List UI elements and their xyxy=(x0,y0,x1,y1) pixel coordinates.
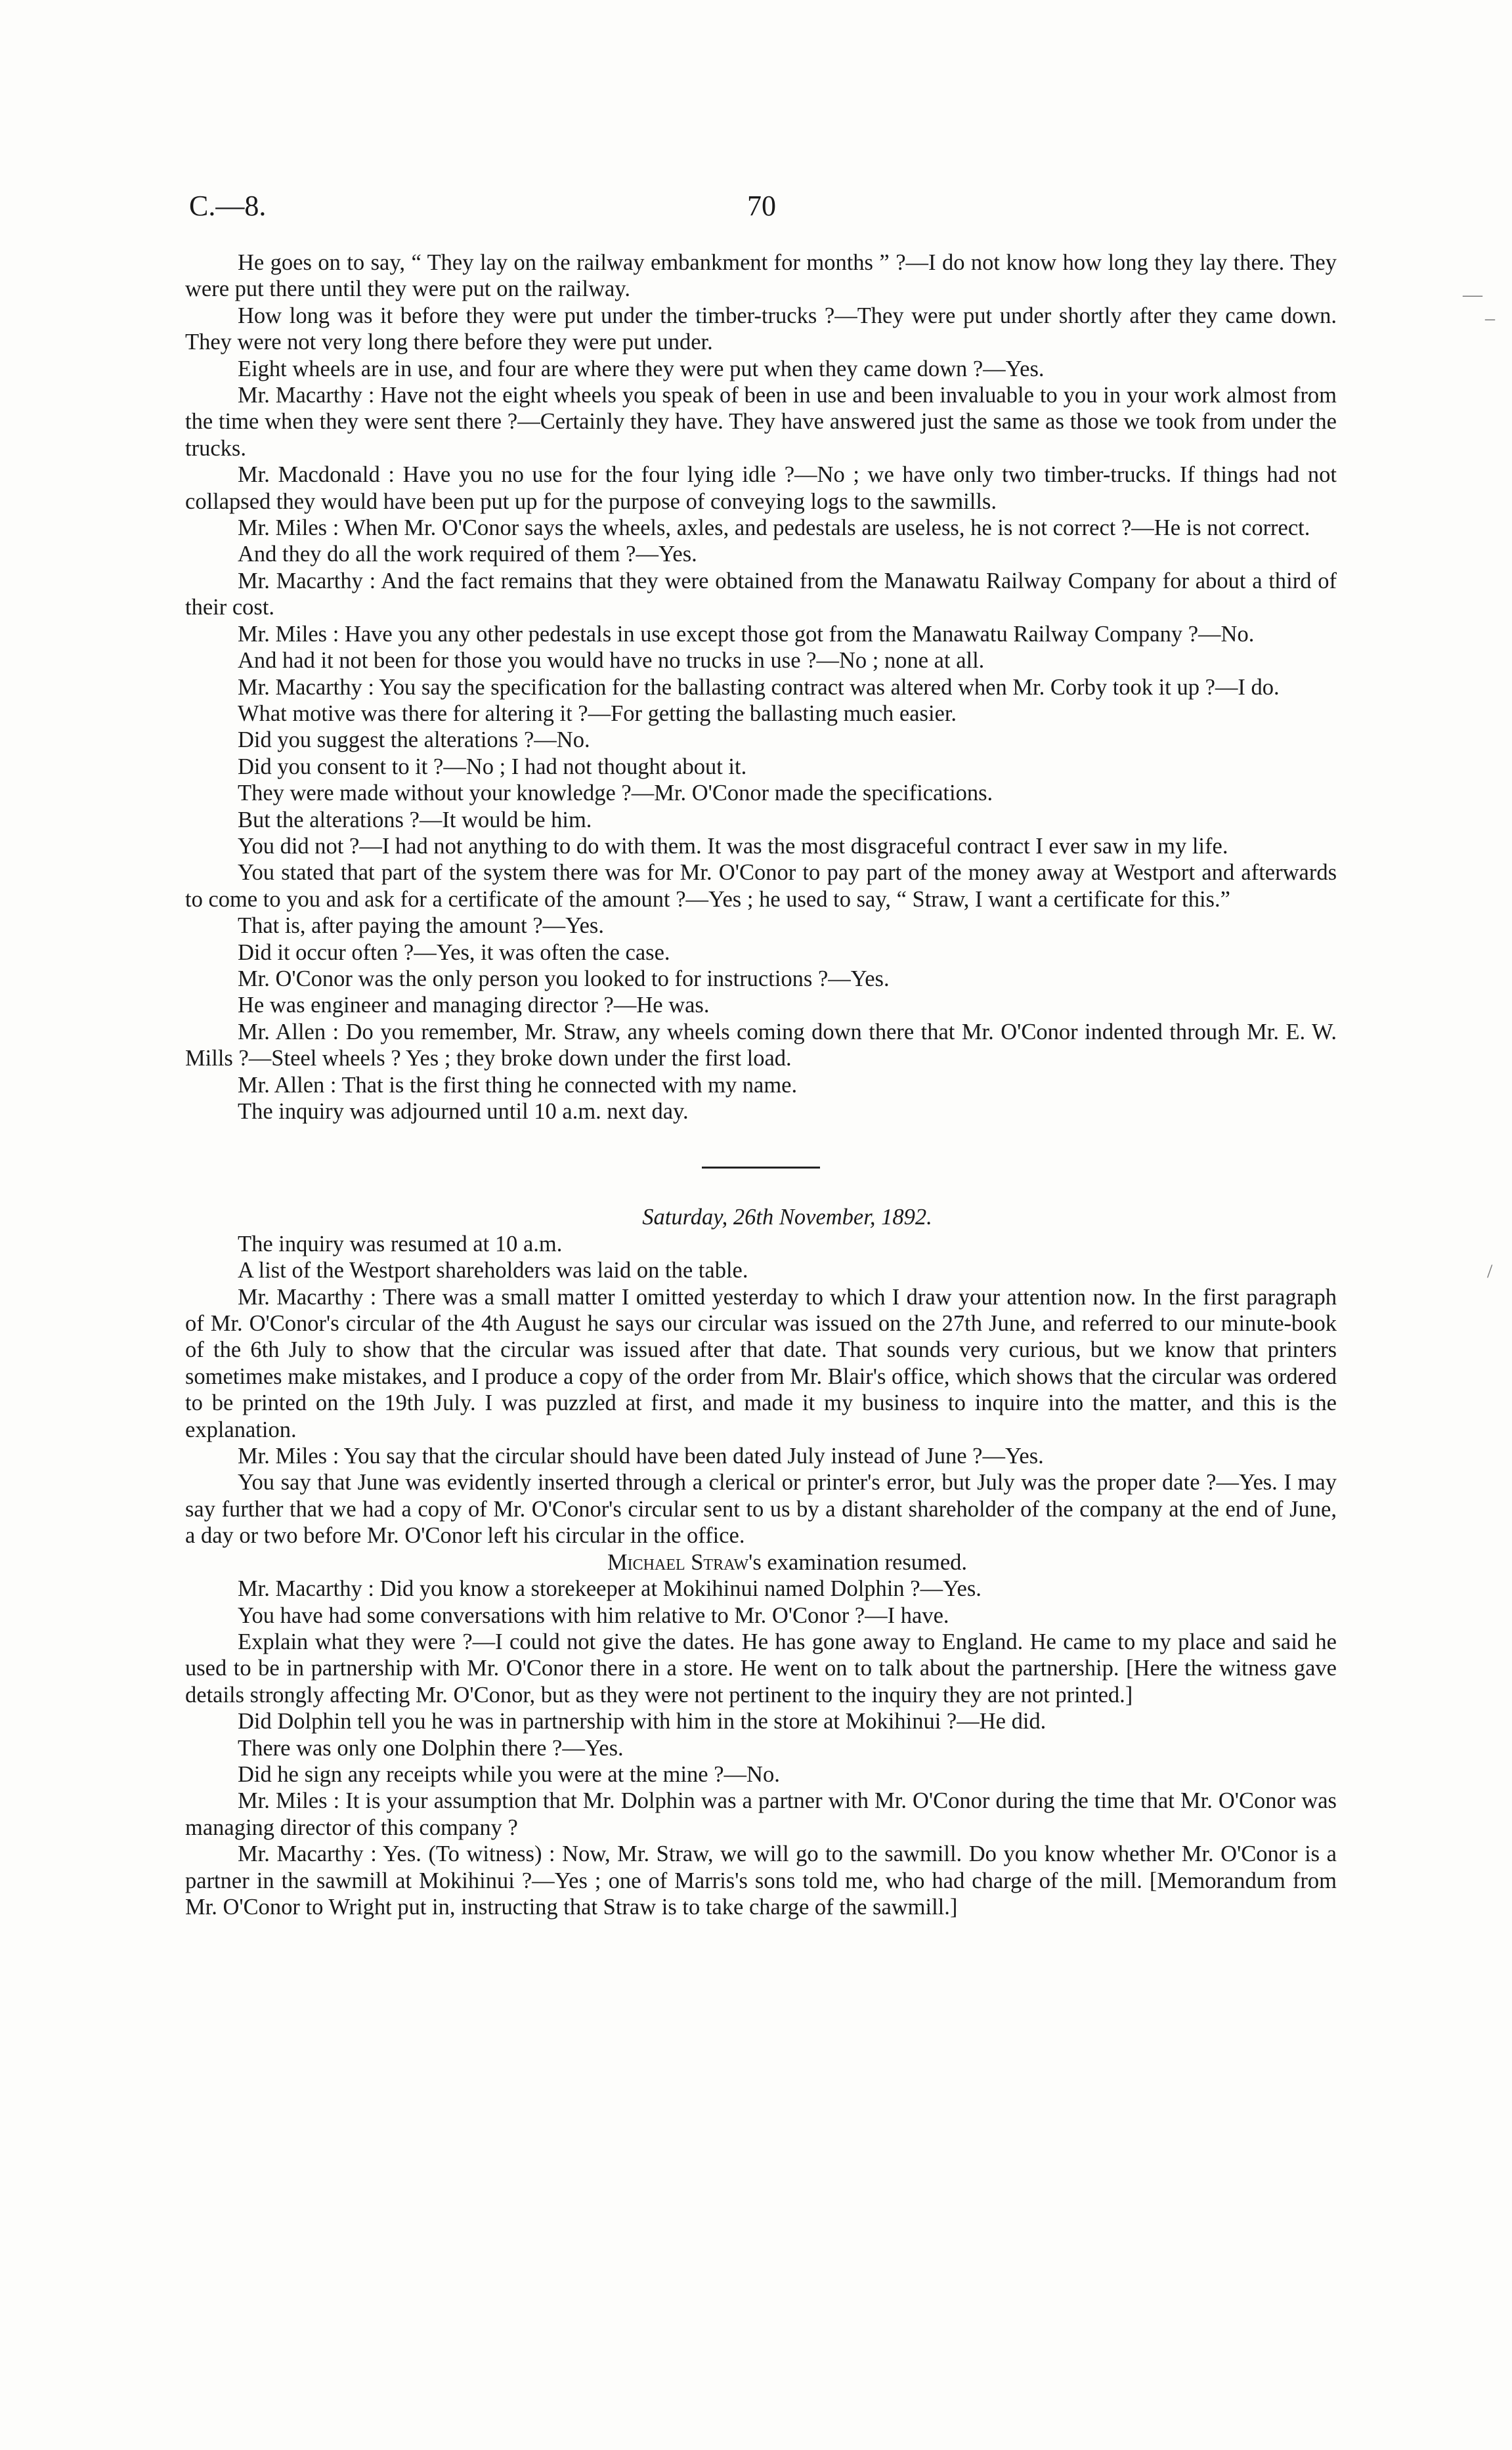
paragraph: You say that June was evidently inserted through a clerical or printer's error, but July was the proper date ?—Yes. I may say further that we had a copy of Mr. O'Conor's circular sent to us by a distant shareholder of the company at the end of June, a day or two before Mr. O'Conor left his circular in the office. xyxy=(185,1470,1337,1549)
paragraph: Mr. Macdonald : Have you no use for the four lying idle ?—No ; we have only two timber-trucks. If things had not collapsed they would have been put up for the purpose of conveying logs to the sawmills. xyxy=(185,462,1337,514)
paragraph: Mr. Macarthy : Have not the eight wheels you speak of been in use and been invaluable to you in your work almost from the time when they were sent there ?—Certainly they have. They have answered just the same as those we took from under the trucks. xyxy=(185,383,1337,461)
examination-heading xyxy=(185,1549,1337,1576)
page-number: 70 xyxy=(747,190,776,222)
paragraph: That is, after paying the amount ?—Yes. xyxy=(238,913,604,939)
paragraph: Mr. Miles : You say that the circular should have been dated July instead of June ?—Yes. xyxy=(238,1444,1044,1469)
paragraph: And they do all the work required of them ?—Yes. xyxy=(238,542,697,567)
paragraph: Eight wheels are in use, and four are where they were put when they came down ?—Yes. xyxy=(238,356,1045,381)
margin-mark: ‒ xyxy=(1485,307,1495,329)
section-divider xyxy=(702,1167,820,1169)
paragraph: Did you consent to it ?—No ; I had not thought about it. xyxy=(238,754,747,779)
margin-mark: — xyxy=(1463,284,1482,305)
document-body xyxy=(185,249,1337,1920)
paragraph: Mr. Macarthy : And the fact remains that they were obtained from the Manawatu Railway Company for about a third of their cost. xyxy=(185,568,1337,620)
paragraph: Mr. Macarthy : Did you know a storekeeper at Mokihinui named Dolphin ?—Yes. xyxy=(238,1576,982,1602)
paragraph: Did Dolphin tell you he was in partnership with him in the store at Mokihinui ?—He did. xyxy=(238,1709,1047,1734)
margin-mark: / xyxy=(1487,1260,1493,1282)
paragraph: You have had some conversations with him relative to Mr. O'Conor ?—I have. xyxy=(238,1602,949,1628)
page-header xyxy=(189,189,1338,228)
paragraph: They were made without your knowledge ?—Mr. O'Conor made the specifications. xyxy=(238,781,993,806)
paragraph: Mr. Macarthy : Yes. (To witness) : Now, Mr. Straw, we will go to the sawmill. Do you know whether Mr. O'Conor is a partner in the sawmill at Mokihinui ?—Yes ; one of Marris's sons told me, who had charge of the mill. [Memorandum from Mr. O'Conor to Wright put in, instructing that Straw is to take charge of the sawmill.] xyxy=(185,1841,1337,1920)
witness-name: Michael Straw xyxy=(607,1549,749,1575)
paragraph: And had it not been for those you would have no trucks in use ?—No ; none at all. xyxy=(238,648,985,674)
paragraph: Did you suggest the alterations ?—No. xyxy=(238,727,590,753)
document-reference: C.—8. xyxy=(189,190,267,222)
paragraph: Mr. Miles : When Mr. O'Conor says the wheels, axles, and pedestals are useless, he is not correct ?—He is not correct. xyxy=(238,515,1310,541)
paragraph: The inquiry was resumed at 10 a.m. xyxy=(238,1231,563,1257)
paragraph: Mr. O'Conor was the only person you looked to for instructions ?—Yes. xyxy=(238,966,890,991)
paragraph: A list of the Westport shareholders was laid on the table. xyxy=(238,1258,748,1283)
paragraph: You did not ?—I had not anything to do with them. It was the most disgraceful contract I ever saw in my life. xyxy=(238,833,1228,859)
date-heading: Saturday, 26th November, 1892. xyxy=(642,1205,932,1230)
paragraph: You stated that part of the system there was for Mr. O'Conor to pay part of the money away at Westport and afterwards to come to you and ask for a certificate of the amount ?—Yes ; he used to say, “ Straw, I want a certificate for this.” xyxy=(185,860,1337,912)
paragraph: Mr. Macarthy : There was a small matter I omitted yesterday to which I draw your attention now. In the first paragraph of Mr. O'Conor's circular of the 4th August he says our circular was issued on the 27th June, and referred to our minute-book of the 6th July to show that the circular was issued after that date. That sounds very curious, but we know that printers sometimes make mistakes, and I produce a copy of the order from Mr. Blair's office, which shows that the circular was ordered to be printed on the 19th July. I was puzzled at first, and made it my business to inquire into the matter, and this is the explanation. xyxy=(185,1284,1337,1442)
paragraph: He was engineer and managing director ?—He was. xyxy=(238,993,710,1018)
paragraph: But the alterations ?—It would be him. xyxy=(238,807,592,832)
paragraph: Mr. Miles : It is your assumption that Mr. Dolphin was a partner with Mr. O'Conor during the time that Mr. O'Conor was managing director of this company ? xyxy=(185,1788,1337,1840)
examination-heading-suffix: 's examination resumed. xyxy=(748,1549,968,1575)
paragraph: Mr. Allen : That is the first thing he connected with my name. xyxy=(238,1072,798,1098)
paragraph: He goes on to say, “ They lay on the railway embankment for months ” ?—I do not know how long they lay there. They were put there until they were put on the railway. xyxy=(185,250,1337,302)
paragraph: Did he sign any receipts while you were at the mine ?—No. xyxy=(238,1761,780,1787)
paragraph: Mr. Miles : Have you any other pedestals in use except those got from the Manawatu Railway Company ?—No. xyxy=(238,621,1255,647)
paragraph: The inquiry was adjourned until 10 a.m. next day. xyxy=(238,1099,689,1124)
paragraph: Explain what they were ?—I could not give the dates. He has gone away to England. He came to my place and said he used to be in partnership with Mr. O'Conor there in a store. He went on to talk about the partnership. [Here the witness gave details strongly affecting Mr. O'Conor, but as they were not pertinent to the inquiry they are not printed.] xyxy=(185,1629,1337,1708)
paragraph: Mr. Macarthy : You say the specification for the ballasting contract was altered when Mr. Corby took it up ?—I do. xyxy=(238,674,1280,700)
paragraph: Mr. Allen : Do you remember, Mr. Straw, any wheels coming down there that Mr. O'Conor indented through Mr. E. W. Mills ?—Steel wheels ? Yes ; they broke down under the first load. xyxy=(185,1019,1337,1071)
paragraph: How long was it before they were put under the timber-trucks ?—They were put under shortly after they came down. They were not very long there before they were put under. xyxy=(185,303,1337,355)
paragraph: What motive was there for altering it ?—For getting the ballasting much easier. xyxy=(238,700,957,726)
paragraph: Did it occur often ?—Yes, it was often the case. xyxy=(238,939,670,965)
paragraph: There was only one Dolphin there ?—Yes. xyxy=(238,1735,624,1761)
